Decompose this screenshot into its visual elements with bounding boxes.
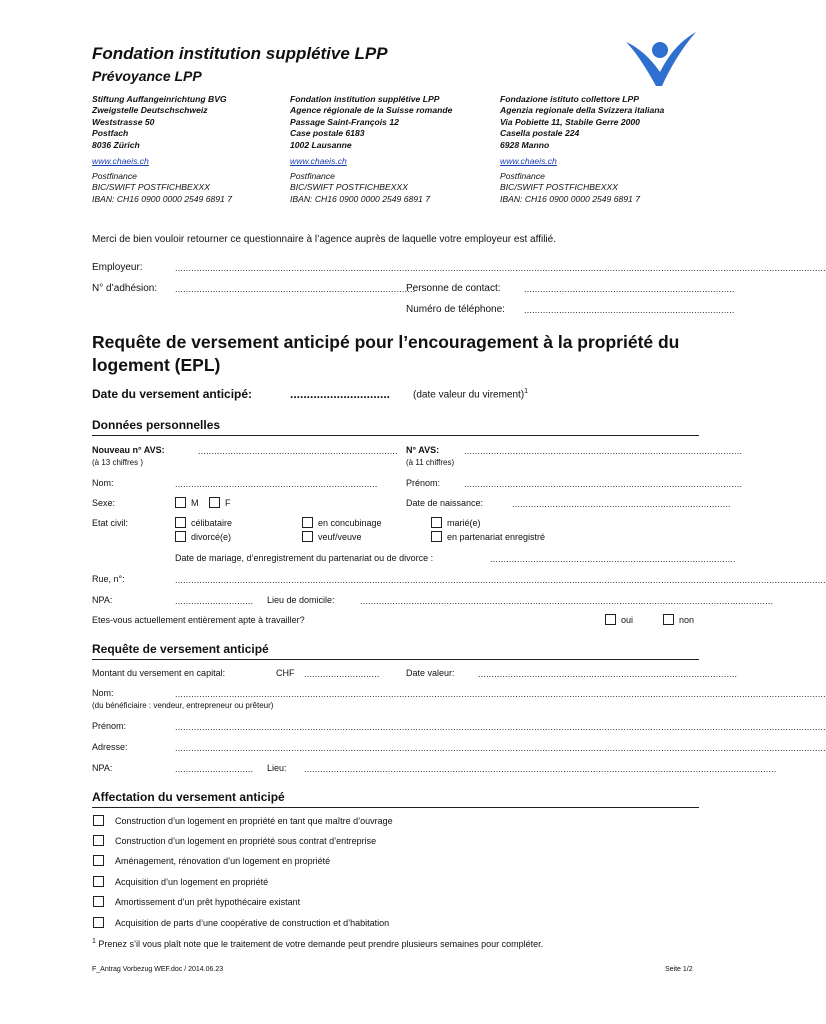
beneficiary-address-label: Adresse: — [92, 742, 128, 752]
beneficiary-npa-label: NPA: — [92, 763, 113, 773]
name-field[interactable]: ........................................................................... — [175, 479, 378, 489]
new-avs-field[interactable]: .......................................................................... — [198, 446, 398, 456]
allocation-checkbox[interactable] — [93, 855, 104, 866]
date-line — [92, 387, 252, 401]
new-avs-hint: (à 13 chiffres ) — [92, 458, 143, 467]
avs-label: N° AVS: — [406, 445, 440, 455]
beneficiary-firstname-field[interactable]: ................................................................................................................................................................................................................................................. — [175, 722, 826, 732]
footnote-text: Prenez s’il vous plaît note que le traitement de votre demande peut prendre plusieurs semaines pour compléter. — [98, 939, 544, 949]
new-avs-label: Nouveau n° AVS: — [92, 445, 165, 455]
bank-info-zurich: Postfinance BIC/SWIFT POSTFICHBEXXX IBAN: CH16 0900 0000 2549 6891 7 — [92, 171, 232, 204]
allocation-option: Acquisition de parts d’une coopérative de construction et d’habitation — [115, 918, 390, 928]
allocation-option: Construction d’un logement en propriété sous contrat d’entreprise — [115, 836, 377, 846]
website-link[interactable]: www.chaeis.ch — [290, 156, 347, 166]
marriage-field[interactable]: ........................................................................................... — [490, 554, 736, 564]
date-note: (date valeur du virement)$^1$ — [413, 388, 529, 401]
footer-page: Seite 1/2 — [665, 966, 693, 973]
org-subtitle: Prévoyance LPP — [92, 68, 202, 84]
sex-m-checkbox[interactable] — [175, 497, 186, 508]
allocation-heading: Affectation du versement anticipé — [92, 790, 285, 804]
amount-label: Montant du versement en capital: — [92, 668, 226, 678]
civil-cohabiting-label: en concubinage — [318, 518, 382, 528]
allocation-option: Aménagement, rénovation d’un logement en propriété — [115, 856, 331, 866]
sex-label: Sexe: — [92, 498, 116, 508]
phone-label: Numéro de téléphone: — [406, 304, 505, 315]
street-field[interactable]: ................................................................................................................................................................................................................................................. — [175, 575, 826, 585]
footnote — [92, 938, 543, 949]
section-divider — [92, 659, 699, 660]
sex-f-label: F — [225, 498, 231, 508]
firstname-field[interactable]: ....................................................................................................... — [464, 479, 743, 489]
birth-field[interactable]: ................................................................................. — [512, 499, 731, 509]
beneficiary-city-label: Lieu: — [267, 763, 287, 773]
npa-field[interactable]: ............................. — [175, 596, 254, 606]
beneficiary-npa-field[interactable]: ............................. — [175, 764, 254, 774]
name-label: Nom: — [92, 478, 114, 488]
civil-widowed-label: veuf/veuve — [318, 532, 362, 542]
allocation-option: Construction d’un logement en propriété en tant que maître d’ouvrage — [115, 816, 393, 826]
beneficiary-city-field[interactable]: ............................................................................................................................................................................... — [304, 764, 777, 774]
request-heading: Requête de versement anticipé — [92, 642, 269, 656]
civil-partnership-label: en partenariat enregistré — [447, 532, 546, 542]
fit-no-label: non — [679, 615, 695, 625]
marriage-label: Date de mariage, d’enregistrement du partenariat ou de divorce : — [175, 553, 434, 563]
sex-m-label: M — [191, 498, 199, 508]
civil-partnership-checkbox[interactable] — [431, 531, 442, 542]
affiliation-label: N° d’adhésion: — [92, 283, 158, 294]
employer-label: Employeur: — [92, 262, 143, 273]
form-heading: Requête de versement anticipé pour l’encouragement à la propriété du logement (EPL) — [92, 332, 680, 375]
currency-label: CHF — [276, 668, 295, 678]
allocation-checkbox[interactable] — [93, 917, 104, 928]
fit-yes-label: oui — [621, 615, 634, 625]
footnote-number: 1 — [92, 938, 96, 945]
civil-cohabiting-checkbox[interactable] — [302, 517, 313, 528]
civil-single-checkbox[interactable] — [175, 517, 186, 528]
section-divider — [92, 435, 699, 436]
sex-f-checkbox[interactable] — [209, 497, 220, 508]
beneficiary-hint: (du bénéficiaire : vendeur, entrepreneur ou prêteur) — [92, 701, 274, 710]
civil-married-checkbox[interactable] — [431, 517, 442, 528]
beneficiary-name-label: Nom: — [92, 688, 114, 698]
allocation-checkbox[interactable] — [93, 815, 104, 826]
value-date-label: Date valeur: — [406, 668, 455, 678]
bank-info-manno: Postfinance BIC/SWIFT POSTFICHBEXXX IBAN: CH16 0900 0000 2549 6891 7 — [500, 171, 640, 204]
civil-single-label: célibataire — [191, 518, 233, 528]
civil-label: Etat civil: — [92, 518, 129, 528]
amount-field[interactable]: ............................ — [304, 669, 380, 679]
bank-info-lausanne: Postfinance BIC/SWIFT POSTFICHBEXXX IBAN: CH16 0900 0000 2549 6891 7 — [290, 171, 430, 204]
website-link[interactable]: www.chaeis.ch — [92, 156, 149, 166]
avs-hint: (à 11 chiffres) — [406, 458, 455, 467]
personal-heading: Données personnelles — [92, 418, 221, 432]
affiliation-field[interactable]: ......................................................................................... — [175, 284, 416, 294]
firstname-label: Prénom: — [406, 478, 441, 488]
date-field[interactable]: .............................. — [290, 387, 391, 401]
beneficiary-address-field[interactable]: ................................................................................................................................................................................................................................................. — [175, 743, 826, 753]
person-v-logo-icon — [622, 28, 698, 92]
org-title: Fondation institution supplétive LPP — [92, 44, 388, 63]
birth-label: Date de naissance: — [406, 498, 484, 508]
section-divider — [92, 807, 699, 808]
allocation-checkbox[interactable] — [93, 835, 104, 846]
allocation-option: Acquisition d’un logement en propriété — [115, 877, 269, 887]
footer-file: F_Antrag Vorbezug WEF.doc / 2014.06.23 — [92, 966, 224, 973]
avs-field[interactable]: ....................................................................................................... — [464, 446, 743, 456]
fit-question: Etes-vous actuellement entièrement apte à travailler? — [92, 615, 305, 625]
office-manno: Fondazione istituto collettore LPP Agenzia regionale della Svizzera italiana Via Pobiette 11, Stabile Gerre 2000 Casella postale 224 6928 Manno — [500, 94, 665, 150]
civil-married-label: marié(e) — [447, 518, 481, 528]
phone-field[interactable]: .............................................................................. — [524, 305, 735, 315]
allocation-checkbox[interactable] — [93, 876, 104, 887]
civil-divorced-checkbox[interactable] — [175, 531, 186, 542]
contact-label: Personne de contact: — [406, 283, 501, 294]
domicile-label: Lieu de domicile: — [267, 595, 335, 605]
npa-label: NPA: — [92, 595, 113, 605]
value-date-field[interactable]: ................................................................................................ — [478, 669, 738, 679]
employer-field[interactable]: ................................................................................................................................................................................................................................................. — [175, 263, 826, 273]
street-label: Rue, n°: — [92, 574, 125, 584]
footnote-ref: 1 — [524, 388, 529, 395]
office-lausanne: Fondation institution supplétive LPP Agence régionale de la Suisse romande Passage Saint-François 12 Case postale 6183 1002 Lausanne — [290, 94, 453, 150]
beneficiary-firstname-label: Prénom: — [92, 721, 127, 731]
office-zurich: Stiftung Auffangeinrichtung BVG Zweigstelle Deutschschweiz Weststrasse 50 Postfach 8036 Zürich — [92, 94, 227, 150]
allocation-option: Amortissement d’un prêt hypothécaire existant — [115, 897, 301, 907]
contact-field[interactable]: .............................................................................. — [524, 284, 735, 294]
civil-widowed-checkbox[interactable] — [302, 531, 313, 542]
intro-text: Merci de bien vouloir retourner ce questionnaire à l’agence auprès de laquelle votre employeur est affilié. — [92, 234, 556, 245]
domicile-field[interactable]: ......................................................................................................................................................... — [360, 596, 774, 606]
website-link[interactable]: www.chaeis.ch — [500, 156, 557, 166]
date-label: Date du versement anticipé: — [92, 387, 253, 401]
fit-yes-checkbox[interactable] — [605, 614, 616, 625]
fit-no-checkbox[interactable] — [663, 614, 674, 625]
beneficiary-name-field[interactable]: ................................................................................................................................................................................................................................................. — [175, 689, 826, 699]
civil-divorced-label: divorcé(e) — [191, 532, 232, 542]
allocation-checkbox[interactable] — [93, 896, 104, 907]
